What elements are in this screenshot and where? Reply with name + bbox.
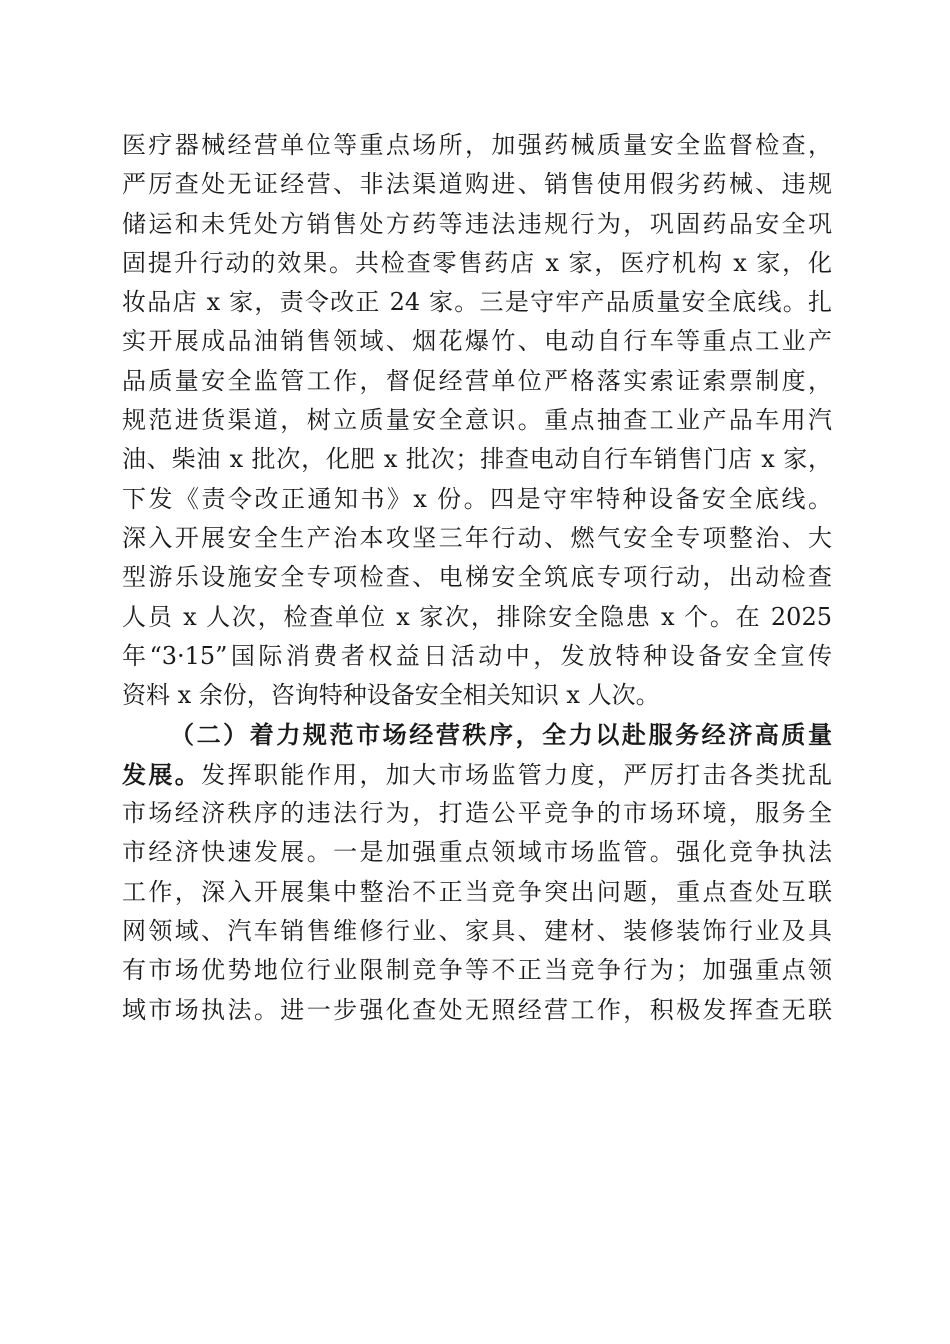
section-text: 发挥职能作用，加大市场监管力度，严厉打击各类扰乱 (201, 760, 833, 789)
text-line: 储运和未凭处方销售处方药等违法违规行为，巩固药品安全巩 (122, 209, 832, 238)
text-line: 有市场优势地位行业限制竞争等不正当竞争行为；加强重点领 (122, 956, 832, 985)
text-line: 医疗器械经营单位等重点场所，加强药械质量安全监督检查， (122, 131, 832, 159)
section-heading: （二）着力规范市场经营秩序，全力以赴服务经济高质量 (170, 720, 832, 750)
text-line: 品质量安全监管工作，督促经营单位严格落实索证索票制度， (122, 366, 832, 395)
text-line: 深入开展安全生产治本攻坚三年行动、燃气安全专项整治、大 (122, 523, 832, 552)
section-heading-end: 发展。 (122, 759, 202, 789)
text-line: 域市场执法。进一步强化查处无照经营工作，积极发挥查无联 (122, 995, 832, 1024)
text-line: 妆品店 x 家，责令改正 24 家。三是守牢产品质量安全底线。扎 (122, 288, 832, 317)
text-line: 市经济快速发展。一是加强重点领域市场监管。强化竞争执法 (122, 838, 832, 867)
text-line: 油、柴油 x 批次，化肥 x 批次；排查电动自行车销售门店 x 家， (122, 445, 832, 474)
text-line: 工作，深入开展集中整治不正当竞争突出问题，重点查处互联 (122, 877, 832, 906)
text-line: 实开展成品油销售领域、烟花爆竹、电动自行车等重点工业产 (122, 327, 832, 356)
text-line: 网领域、汽车销售维修行业、家具、建材、装修装饰行业及具 (122, 916, 832, 945)
text-line: 型游乐设施安全专项检查、电梯安全筑底专项行动，出动检查 (122, 563, 832, 592)
text-line: 下发《责令改正通知书》x 份。四是守牢特种设备安全底线。 (122, 484, 832, 513)
text-line: 人员 x 人次，检查单位 x 家次，排除安全隐患 x 个。在 2025 (122, 602, 832, 631)
text-line: 年“3·15”国际消费者权益日活动中，发放特种设备安全宣传 (122, 641, 832, 670)
text-line: 资料 x 余份，咨询特种设备安全相关知识 x 人次。 (122, 681, 660, 710)
text-line: 严厉查处无证经营、非法渠道购进、销售使用假劣药械、违规 (122, 170, 832, 199)
text-line: 规范进货渠道，树立质量安全意识。重点抽查工业产品车用汽 (122, 406, 832, 435)
text-line: 固提升行动的效果。共检查零售药店 x 家，医疗机构 x 家，化 (122, 248, 832, 277)
text-line (122, 755, 832, 794)
body-text (122, 126, 832, 1030)
text-line: 市场经济秩序的违法行为，打造公平竞争的市场环境，服务全 (122, 799, 832, 828)
